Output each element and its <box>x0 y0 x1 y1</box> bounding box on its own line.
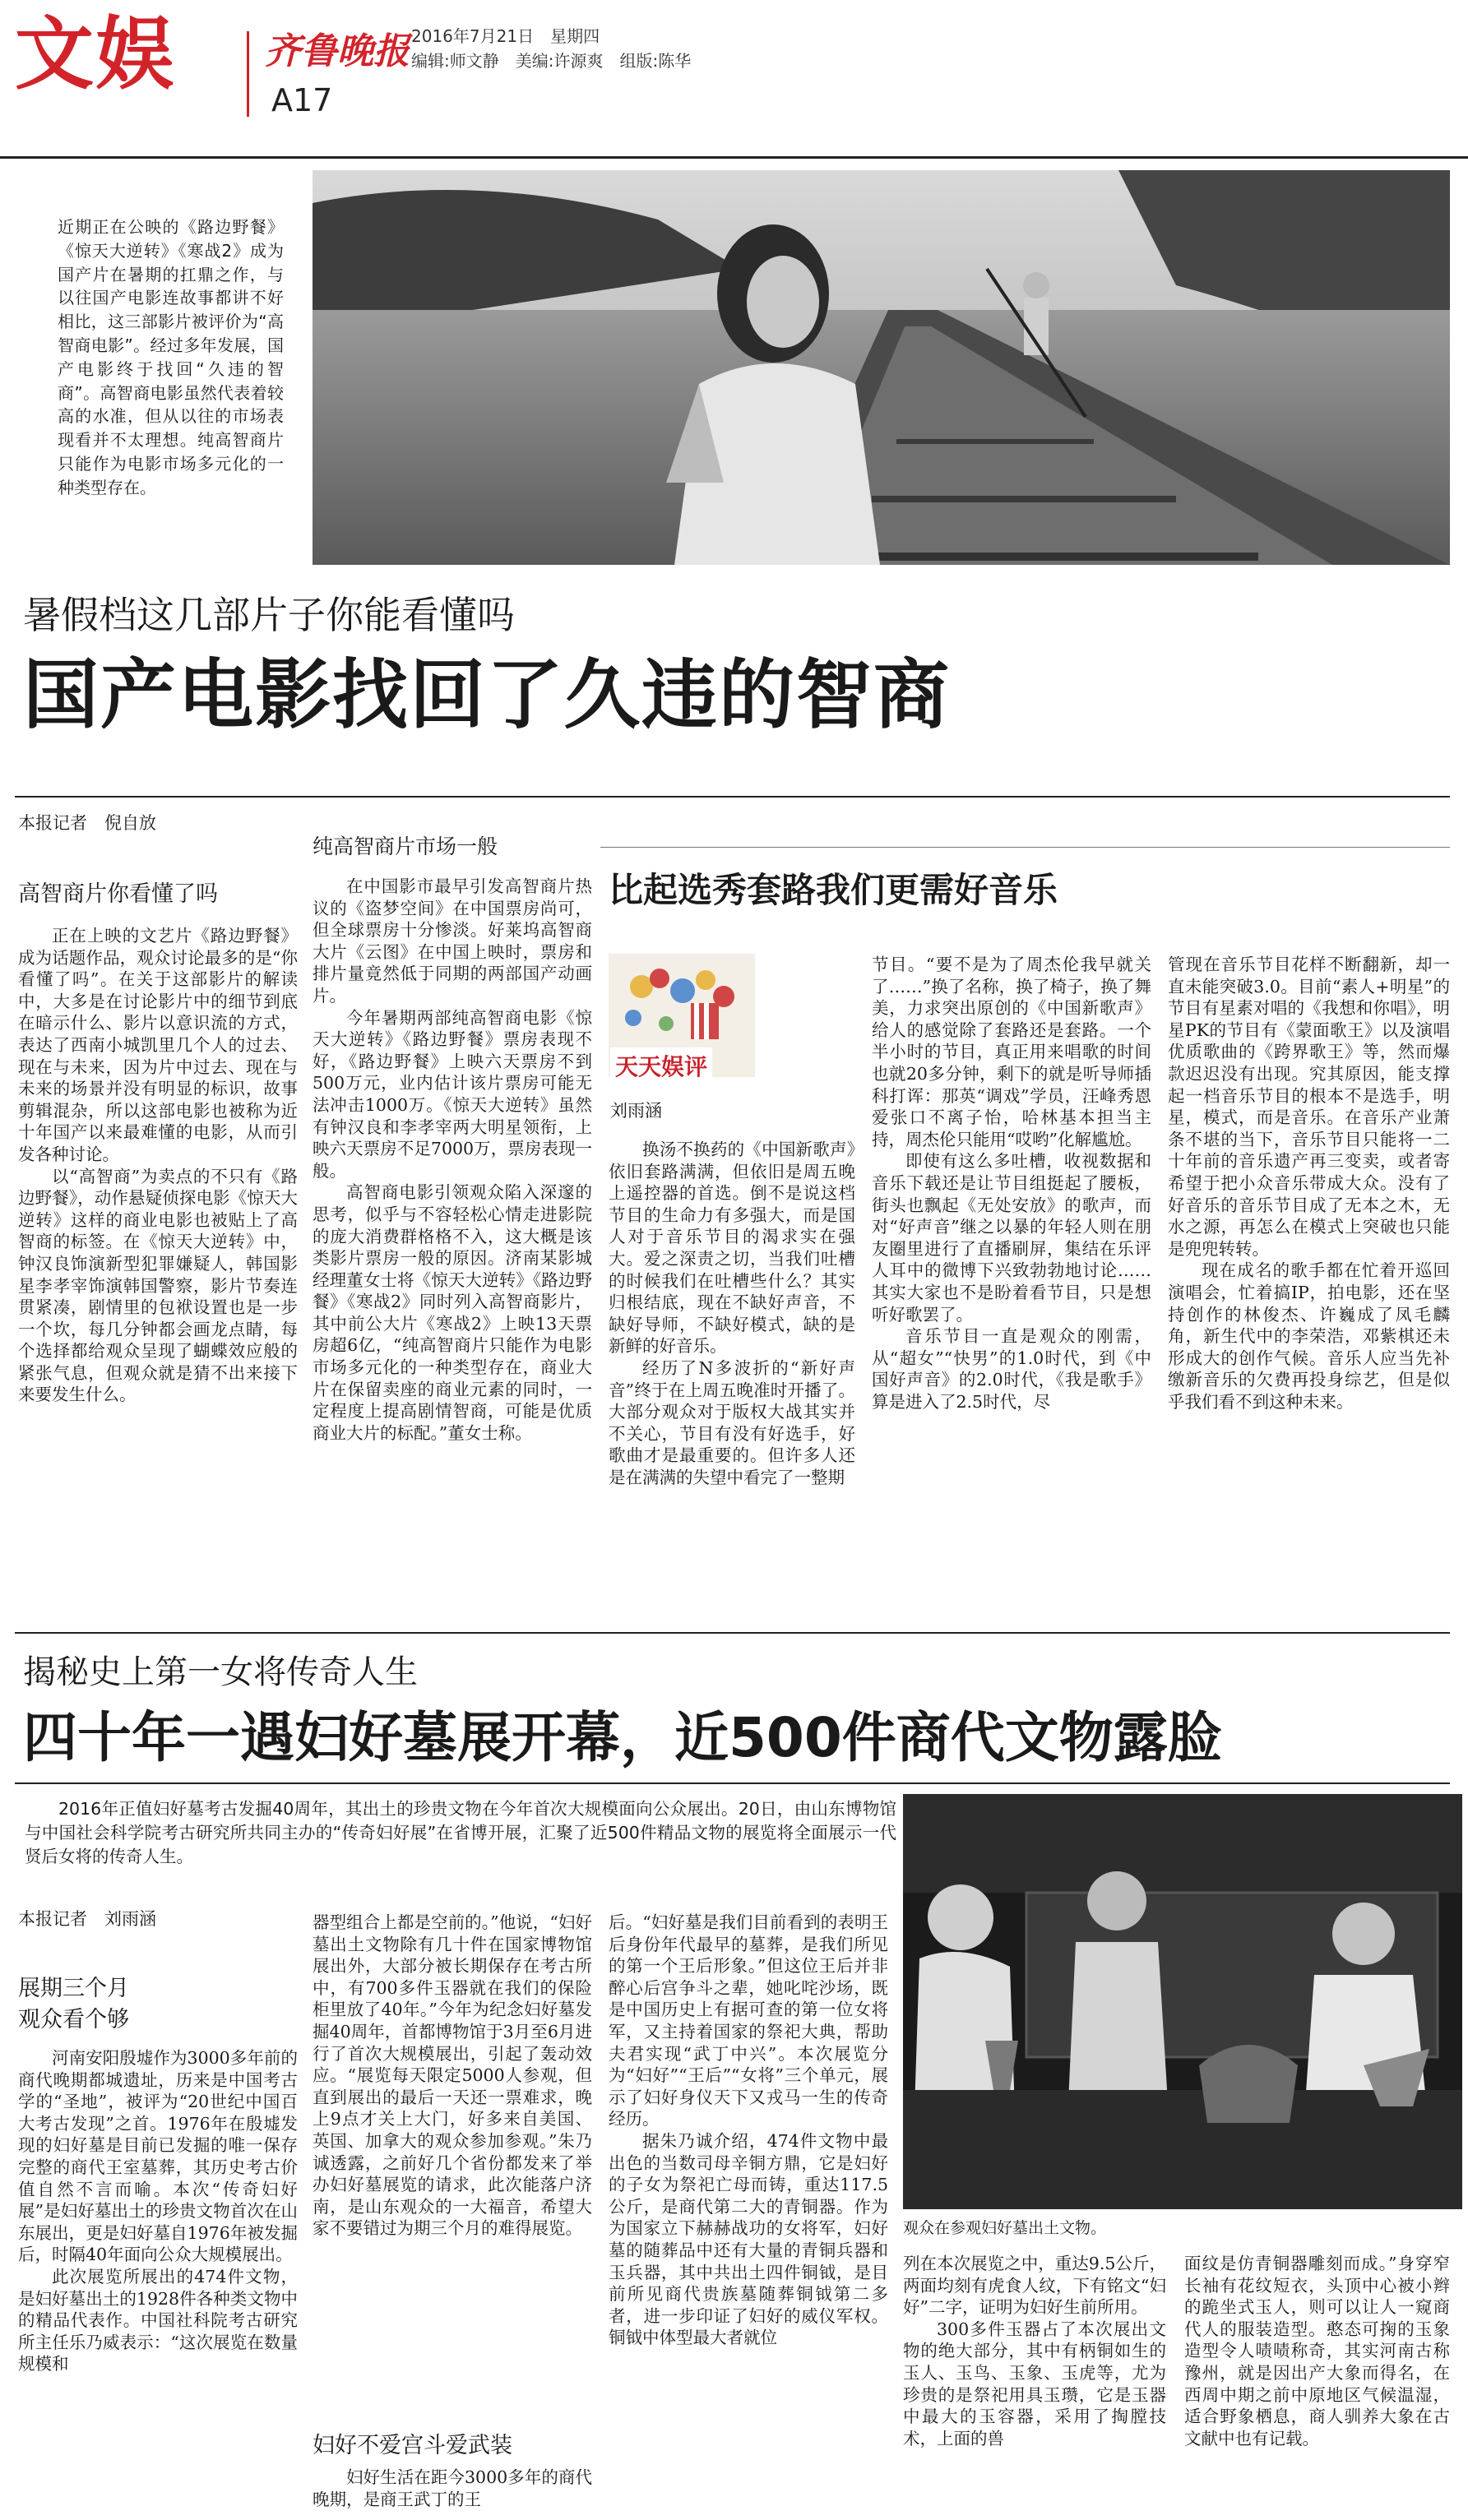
paragraph: 即使有这么多吐槽，收视数据和音乐下载还是让节目组挺起了腰板，街头也飘起《无处安放》的歌声，而对“好声音”继之以暴的年轻人则在朋友圈里进行了直播刷屏，集结在乐评人耳中的微博下兴致勃勃地讨论……其实大家也不是盼着看节目，只是想听好歌罢了。 <box>872 1151 1151 1325</box>
paragraph: 妇好生活在距今3000多年的商代晚期，是商王武丁的王 <box>313 2467 592 2509</box>
section-rule <box>15 796 1450 798</box>
movie-still-photo <box>313 170 1450 565</box>
page-number: A17 <box>271 82 333 118</box>
music-col3-text <box>1168 954 1450 1413</box>
feature-col1-text <box>18 925 298 1406</box>
exhibit-col2-text-b <box>313 2467 592 2510</box>
paragraph: 列在本次展览之中，重达9.5公斤，两面均刻有虎食人纹，下有铭文“妇好”二字，证明为妇好生前所用。 <box>903 2254 1166 2318</box>
museum-visitors-image <box>903 1794 1462 2209</box>
paragraph: 音乐节目一直是观众的刚需，从“超女”“快男”的1.0时代，到《中国好声音》的2.0时代，《我是歌手》算是进入了2.5时代，尽 <box>872 1326 1151 1412</box>
editor-credits: 编辑:师文静 美编:许源爽 组版:陈华 <box>411 51 692 71</box>
paragraph: 高智商电影引领观众陷入深邃的思考，似乎与不容轻松心情走进影院的庞大消费群格格不入，这大概是该类影片票房一般的原因。济南某影城经理董女士将《惊天大逆转》《路边野餐》《寒战2》同时列入高智商影片，其中前公大片《寒战2》上映13天票房超6亿，“纯高智商片只能作为电影市场多元化的一种类型存在，商业大片在保留卖座的商业元素的同时，一定程度上提高剧情智商，可能是优质商业大片的标配。”董女士称。 <box>313 1182 592 1443</box>
paragraph: 据朱乃诚介绍，474件文物中最出色的当数司母辛铜方鼎，它是妇好的子女为祭祀亡母而铸，重达117.5公斤，是商代第二大的青铜器。作为为国家立下赫赫战功的女将军，妇好墓的随葬品中还有大量的青铜兵器和玉兵器，其中共出土四件铜钺，是目前所见商代贵族墓随葬铜钺第二多者，进一步印证了妇好的威仪军权。铜钺中体型最大者就位 <box>609 2130 888 2348</box>
exhibit-col5-text <box>1184 2253 1450 2449</box>
boat-scene-image <box>313 170 1450 565</box>
paragraph: 节目。“要不是为了周杰伦我早就关了……”换了名称，换了椅子，换了舞美，力求突出原创的《中国新歌声》给人的感觉除了套路还是套路。一个半小时的节目，真正用来唱歌的时间也就20多分钟，剩下的就是听导师插科打诨：那英“调戏”学员，汪峰秀恩爱张口不离子怡，哈林基本担当主持，周杰伦只能用“哎哟”化解尴尬。 <box>872 955 1151 1149</box>
paragraph: 正在上映的文艺片《路边野餐》成为话题作品，观众讨论最多的是“你看懂了吗”。在关于这部影片的解读中，大多是在讨论影片中的细节到底在暗示什么、影片以意识流的方式，表达了西南小城凯里几个人的过去、现在与未来，因为片中过去、现在与未来的场景并没有明显的标识，故事剪辑混杂，所以这部电影也被称为近十年国产以来最难懂的电影，从而引发各种讨论。 <box>18 926 298 1164</box>
exhibit-kicker: 揭秘史上第一女将传奇人生 <box>23 1653 418 1691</box>
exhibit-col1-subhead: 展期三个月 观众看个够 <box>18 1976 129 2032</box>
section-rule <box>15 1782 1450 1784</box>
exhibit-col4-text <box>903 2253 1166 2449</box>
music-box-rule <box>600 847 1450 848</box>
paragraph: 以“高智商”为卖点的不只有《路边野餐》，动作悬疑侦探电影《惊天大逆转》这样的商业电影也被贴上了高智商的标签。在《惊天大逆转》中，钟汉良饰演新型犯罪嫌疑人，韩国影星李孝宰饰演韩国警察，影片节奏连贯紧凑，剧情里的包袱设置也是一步一个坎，每几分钟都会画龙点睛，每个选择都给观众呈现了蝴蝶效应般的紧张气息，但观众就是猜不出来接下来要发生什么。 <box>18 1166 298 1405</box>
paragraph: 器型组合上都是空前的。”他说，“妇好墓出土文物除有几十件在国家博物馆展出外，大部分被长期保存在考古所中，有700多件玉器就在我们的保险柜里放了40年。”今年为纪念妇好墓发掘40周年，首都博物馆于3月至6月进行了首次大规模展出，引起了轰动效应。“展览每天限定5000人参观，但直到展出的最后一天还一票难求，晚上9点才关上大门，好多来自美国、英国、加拿大的观众参加参观。”朱乃诚透露，之前好几个省份都发来了举办妇好墓展览的请求，此次能落户济南，是山东观众的一大福音，希望大家不要错过为期三个月的难得展览。 <box>313 1912 592 2239</box>
feature-col2-subhead: 纯高智商片市场一般 <box>313 835 498 858</box>
paragraph: 面纹是仿青铜器雕刻而成。”身穿窄长袖有花纹短衣，头顶中心被小辫的跪坐式玉人，则可以让人一窥商代人的服装造型。憨态可掬的玉象造型令人啧啧称奇，其实河南古称豫州，就是因出产大象而得名，在西周中期之前中原地区气候温湿，适合野象栖息，商人驯养大象在古文献中也有记载。 <box>1184 2254 1450 2448</box>
paragraph: 现在成名的歌手都在忙着开巡回演唱会，忙着搞IP，拍电影，还在坚持创作的林俊杰、许巍成了凤毛麟角，新生代中的李荣浩，邓紫棋还未形成大的创作气候。音乐人应当先补缴新音乐的欠费再投身综艺，但是似乎我们看不到这种未来。 <box>1168 1260 1450 1412</box>
feature-col2-text <box>313 876 592 1444</box>
paragraph: 300多件玉器占了本次展出文物的绝大部分，其中有柄铜如生的玉人、玉鸟、玉象、玉虎等，尤为珍贵的是祭祀用具玉瓒，它是玉器中最大的玉容器，采用了掏膛技术，上面的兽 <box>903 2319 1166 2448</box>
newspaper-masthead: 齐鲁晚报 <box>265 30 410 72</box>
exhibit-col3-text <box>609 1912 888 2349</box>
section-title: 文娱 <box>15 8 176 100</box>
feature-headline: 国产电影找回了久违的智商 <box>23 651 952 739</box>
paragraph: 换汤不换药的《中国新歌声》依旧套路满满，但依旧是周五晚上遥控器的首选。倒不是说这档节目的生命力有多强大，而是国人对于音乐节目的渴求实在强大。爱之深责之切，当我们吐槽的时候我们在吐槽些什么？其实归根结底，现在不缺好声音，不缺好导师，不缺好模式，缺的是新鲜的好音乐。 <box>609 1140 855 1357</box>
exhibit-col2-text <box>313 1912 592 2240</box>
paragraph: 今年暑期两部纯高智商电影《惊天大逆转》《路边野餐》票房表现不好，《路边野餐》上映六天票房不到500万元，业内估计该片票房可能无法冲击1000万。《惊天大逆转》虽然有钟汉良和李孝宰两大明星领衔，上映六天票房不足7000万，票房表现一般。 <box>313 1007 592 1181</box>
paragraph: 管现在音乐节目花样不断翻新，却一直未能突破3.0。目前“素人+明星”的节目有星素对唱的《我想和你唱》，明星PK的节目有《蒙面歌王》以及演唱优质歌曲的《跨界歌王》等，然而爆款迟迟没有出现。究其原因，能支撑起一档音乐节目的根本不是选手，明星，模式，而是音乐。在音乐产业萧条不堪的当下，音乐节目只能将一二十年前的音乐遗产再三变卖，或者寄希望于把小众音乐带成大众。没有了好音乐的音乐节目成了无本之木，无水之源，再怎么在模式上突破也只能是兜兜转转。 <box>1168 955 1450 1259</box>
music-col2-text <box>872 954 1151 1413</box>
paragraph: 经历了N多波折的“新好声音”终于在上周五晚准时开播了。大部分观众对于版权大战其实并不关心，节目有没有好选手，好歌曲才是最重要的。但许多人还是在满满的失望中看完了一整期 <box>609 1357 855 1487</box>
header-divider <box>247 31 249 117</box>
paragraph: 在中国影市最早引发高智商片热议的《盗梦空间》在中国票房尚可，但全球票房十分惨淡。好莱坞高智商大片《云图》在中国上映时，票房和排片量竟然低于同期的两部国产动画片。 <box>313 876 592 1006</box>
header-rule <box>0 156 1468 159</box>
music-byline: 刘雨涵 <box>610 1101 662 1121</box>
feature-byline: 本报记者 倪自放 <box>18 813 156 833</box>
feature-intro: 近期正在公映的《路边野餐》《惊天大逆转》《寒战2》成为国产片在暑期的扛鼎之作，与以往国产电影连故事都讲不好相比，这三部影片被评价为“高智商电影”。经过多年发展，国产电影终于找回“久违的智商”。高智商电影虽然代表着较高的水准，但从以往的市场表现看并不太理想。纯高智商片只能作为电影市场多元化的一种类型存在。 <box>58 217 284 497</box>
exhibit-photo <box>903 1794 1462 2209</box>
section-rule <box>15 1632 1450 1634</box>
feature-kicker: 暑假档这几部片子你能看懂吗 <box>23 593 515 637</box>
exhibit-col1-text <box>18 2047 298 2375</box>
paragraph: 河南安阳殷墟作为3000多年前的商代晚期都城遗址，历来是中国考古学的“圣地”，被评为“20世纪中国百大考古发现”之首。1976年在殷墟发现的妇好墓是目前已发掘的唯一保存完整的商代王室墓葬，其历史考古价值自然不言而喻。本次“传奇妇好展”是妇好墓出土的珍贵文物首次在山东展出，更是妇好墓自1976年被发掘后，时隔40年面向公众大规模展出。 <box>18 2048 298 2265</box>
exhibit-col2-subhead: 妇好不爱宫斗爱武装 <box>313 2433 512 2458</box>
music-col1-text <box>609 1139 855 1489</box>
exhibit-headline: 四十年一遇妇好墓展开幕，近500件商代文物露脸 <box>23 1706 1222 1769</box>
feature-col1-subhead: 高智商片你看懂了吗 <box>18 881 218 907</box>
issue-date: 2016年7月21日 星期四 <box>411 26 600 46</box>
music-headline: 比起选秀套路我们更需好音乐 <box>609 870 1058 910</box>
paragraph: 此次展览所展出的474件文物，是妇好墓出土的1928件各种类文物中的精品代表作。中国社科院考古研究所主任乐乃威表示：“这次展览在数量规模和 <box>18 2266 298 2374</box>
paragraph: 后。“妇好墓是我们目前看到的表明王后身份年代最早的墓葬，是我们所见的第一个王后形象。”但这位王后并非醉心后宫争斗之辈，她叱咤沙场，既是中国历史上有据可查的第一位女将军，又主持着国家的祭祀大典，帮助夫君实现“武丁中兴”。本次展览分为“妇好”“王后”“女将”三个单元，展示了妇好身仪天下又戎马一生的传奇经历。 <box>609 1912 888 2129</box>
exhibit-photo-caption: 观众在参观妇好墓出土文物。 <box>903 2219 1107 2237</box>
exhibit-lead: 2016年正值妇好墓考古发掘40周年，其出土的珍贵文物在今年首次大规模面向公众展出。20日，由山东博物馆与中国社会科学院考古研究所共同主办的“传奇妇好展”在省博开展，汇聚了近500件精品文物的展览将全面展示一代贤后女将的传奇人生。 <box>25 1799 896 1866</box>
column-name-label: 天天娱评 <box>610 1047 712 1084</box>
exhibit-byline: 本报记者 刘雨涵 <box>18 1909 156 1929</box>
